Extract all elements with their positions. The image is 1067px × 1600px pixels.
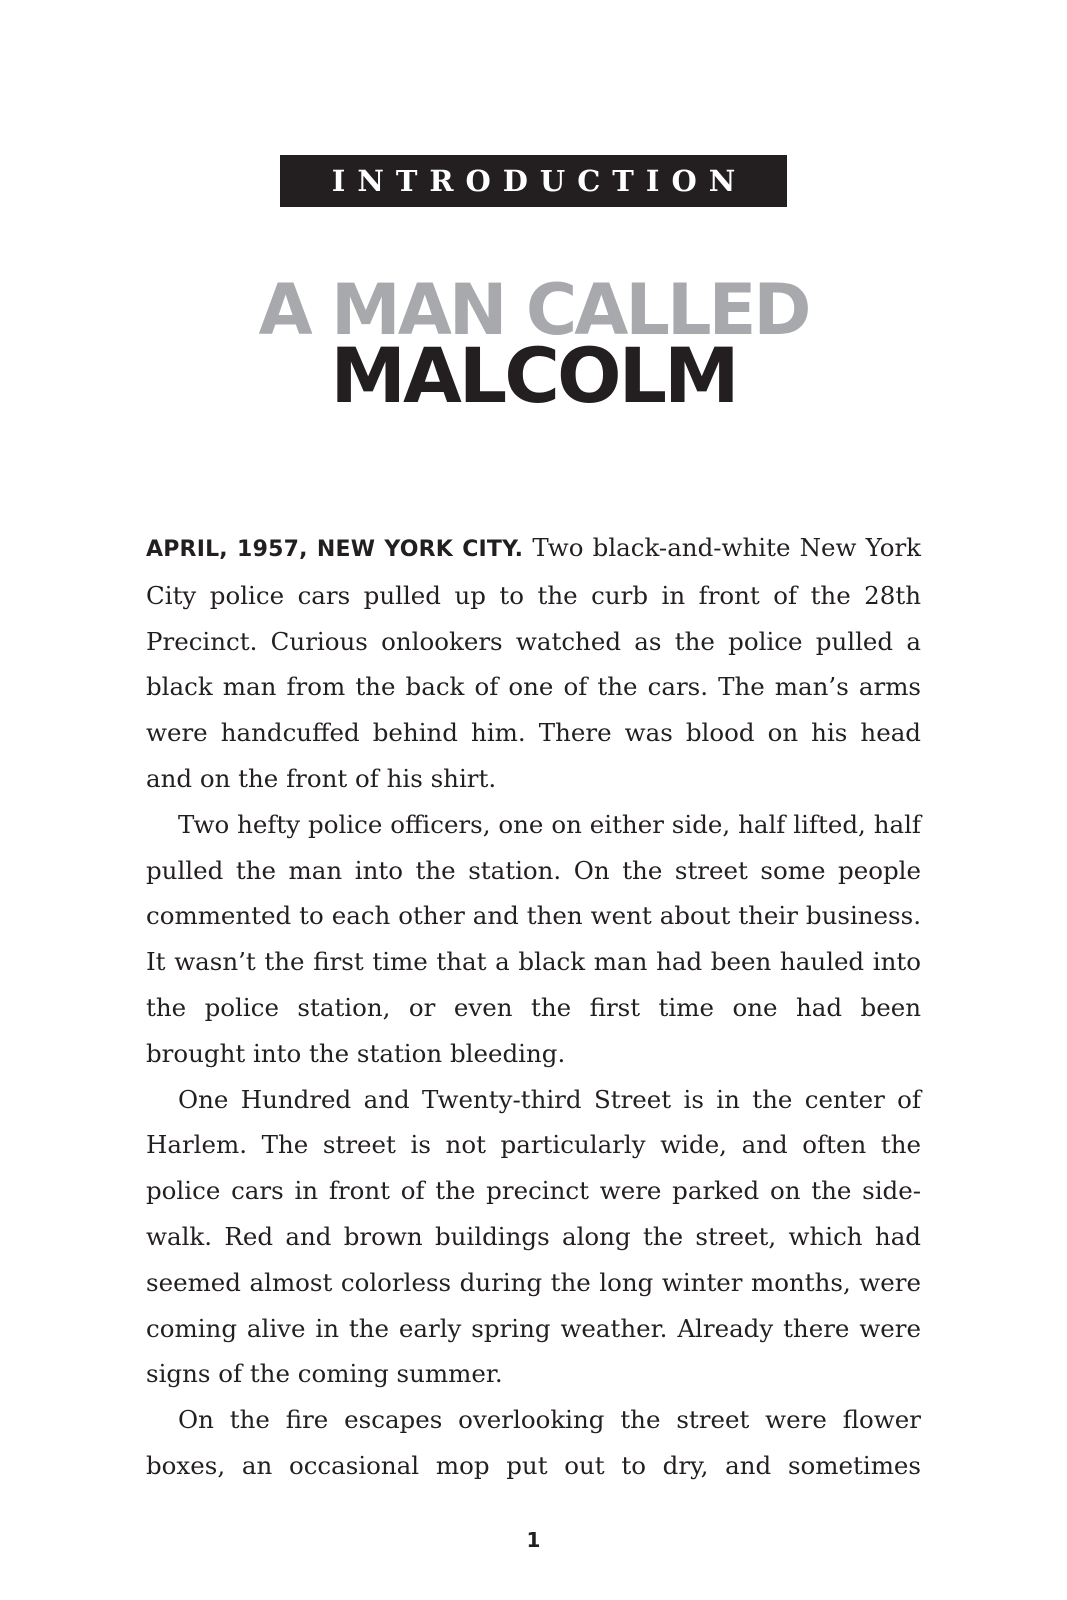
chapter-title-line1: A MAN CALLED — [258, 269, 809, 351]
chapter-title-line2: MALCOLM — [330, 331, 737, 420]
paragraph-4: On the fire escapes overlooking the street were flower boxes, an occasional mop put out to dry, and sometimes — [146, 1405, 921, 1480]
page-number: 1 — [526, 1528, 541, 1552]
chapter-label: INTRODUCTION — [280, 155, 787, 207]
body-text — [146, 525, 921, 1489]
paragraph-3: One Hundred and Twenty-third Street is in the center of Harlem. The street is not particularly wide, and often the police cars in front of the precinct were parked on the side-walk. Red and brown buildings along the street, which had seemed almost colorless during the long winter months, were coming alive in the early spring weather. Already there were signs of the coming summer. — [146, 1084, 921, 1389]
paragraph-2: Two hefty police officers, one on either side, half lifted, half pulled the man into the station. On the street some people commented to each other and then went about their business. It wasn’t the first time that a black man had been hauled into the police station, or even the first time one had been brought into the station bleeding. — [146, 809, 921, 1068]
paragraph-1 — [146, 525, 921, 802]
lead-in-dateline: APRIL, 1957, NEW YORK CITY. — [146, 537, 524, 562]
paragraph-1-text: Two black-and-white New York City police cars pulled up to the curb in front of the 28th Precinct. Curious onlookers watched as the police pulled a black man from the back of one of the cars. The man’s arms were handcuffed behind him. There was blood on his head and on the front of his shirt. — [146, 533, 922, 793]
